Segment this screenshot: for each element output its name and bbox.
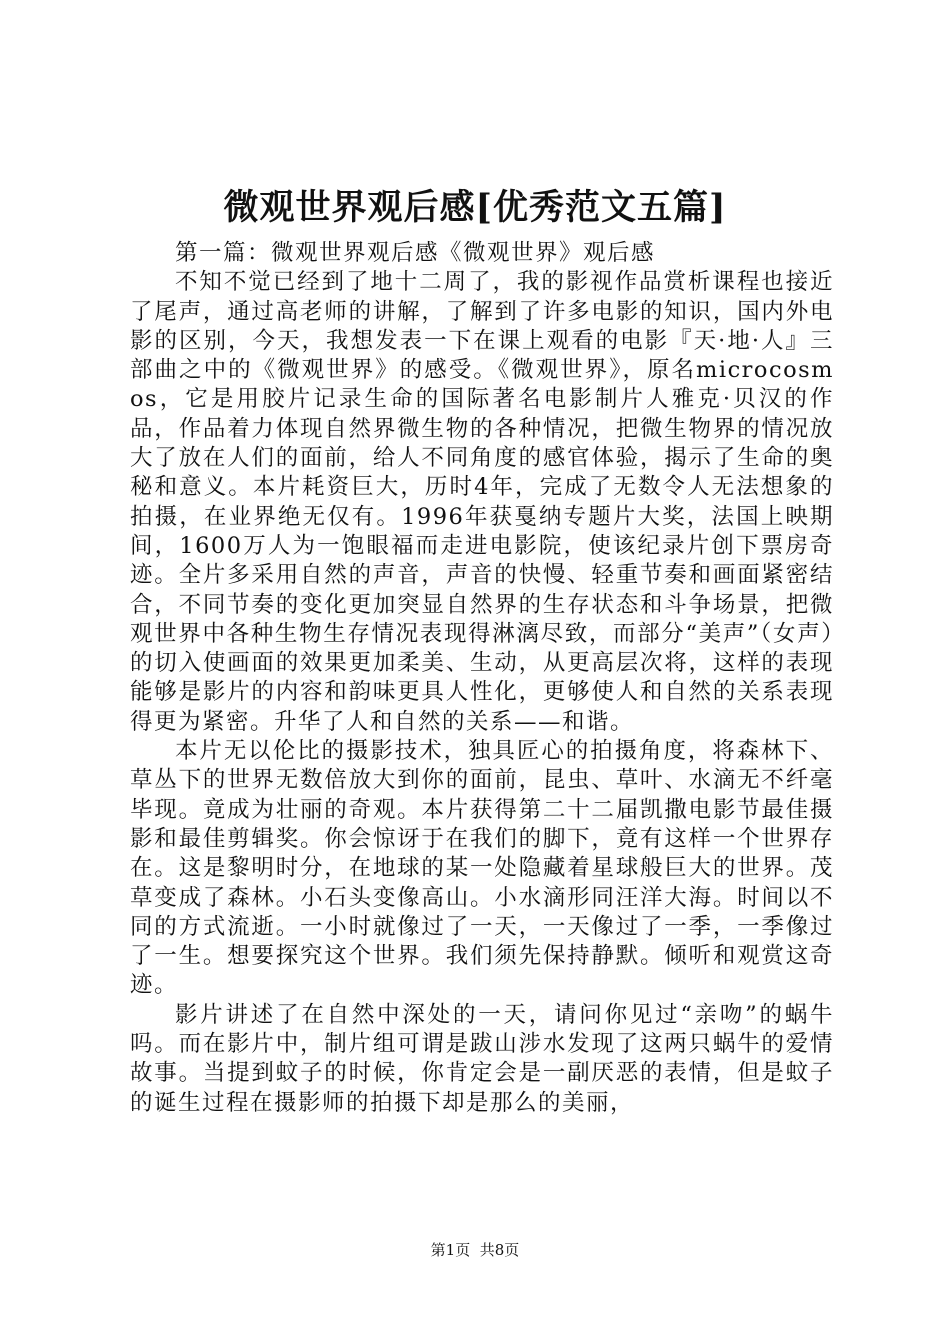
section-heading: 第一篇：微观世界观后感《微观世界》观后感 — [175, 240, 656, 266]
document-title: 微观世界观后感[优秀范文五篇] — [223, 187, 727, 228]
body-paragraph: 影片讲述了在自然中深处的一天，请问你见过“亲吻”的蜗牛吗。而在影片中，制片组可谓是跋山涉水发现了这两只蜗牛的爱情故事。当提到蚊子的时候，你肯定会是一副厌恶的表情，但是蚊子的诞生过程在摄影师的拍摄下却是那么的美丽， — [130, 1001, 834, 1116]
body-paragraph: 本片无以伦比的摄影技术，独具匠心的拍摄角度，将森林下、草丛下的世界无数倍放大到你的面前，昆虫、草叶、水滴无不纤毫毕现。竟成为壮丽的奇观。本片获得第二十二届凯撒电影节最佳摄影和最佳剪辑奖。你会惊讶于在我们的脚下，竟有这样一个世界存在。这是黎明时分，在地球的某一处隐藏着星球般巨大的世界。茂草变成了森林。小石头变像高山。小水滴形同汪洋大海。时间以不同的方式流逝。一小时就像过了一天，一天像过了一季，一季像过了一生。想要探究这个世界。我们须先保持静默。倾听和观赏这奇迹。 — [130, 738, 834, 999]
page-number: 第1页 — [430, 1241, 471, 1259]
body-paragraph: 不知不觉已经到了地十二周了，我的影视作品赏析课程也接近了尾声，通过高老师的讲解，了解到了许多电影的知识，国内外电影的区别，今天，我想发表一下在课上观看的电影『天·地·人』三部曲之中的《微观世界》的感受。《微观世界》，原名microcosmos，它是用胶片记录生命的国际著名电影制片人雅克·贝汉的作品，作品着力体现自然界微生物的各种情况，把微生物界的情况放大了放在人们的面前，给人不同角度的感官体验，揭示了生命的奥秘和意义。本片耗资巨大，历时4年，完成了无数令人无法想象的拍摄，在业界绝无仅有。1996年获戛纳专题片大奖，法国上映期间，1600万人为一饱眼福而走进电影院，使该纪录片创下票房奇迹。全片多采用自然的声音，声音的快慢、轻重节奏和画面紧密结合，不同节奏的变化更加突显自然界的生存状态和斗争场景，把微观世界中各种生物生存情况表现得淋漓尽致，而部分“美声”（女声）的切入使画面的效果更加柔美、生动，从更高层次将，这样的表现能够是影片的内容和韵味更具人性化，更够使人和自然的关系表现得更为紧密。升华了人和自然的关系——和谐。 — [130, 269, 834, 735]
document-body — [130, 239, 834, 1118]
page-total: 共8页 — [479, 1241, 520, 1259]
page-footer — [0, 1240, 950, 1260]
